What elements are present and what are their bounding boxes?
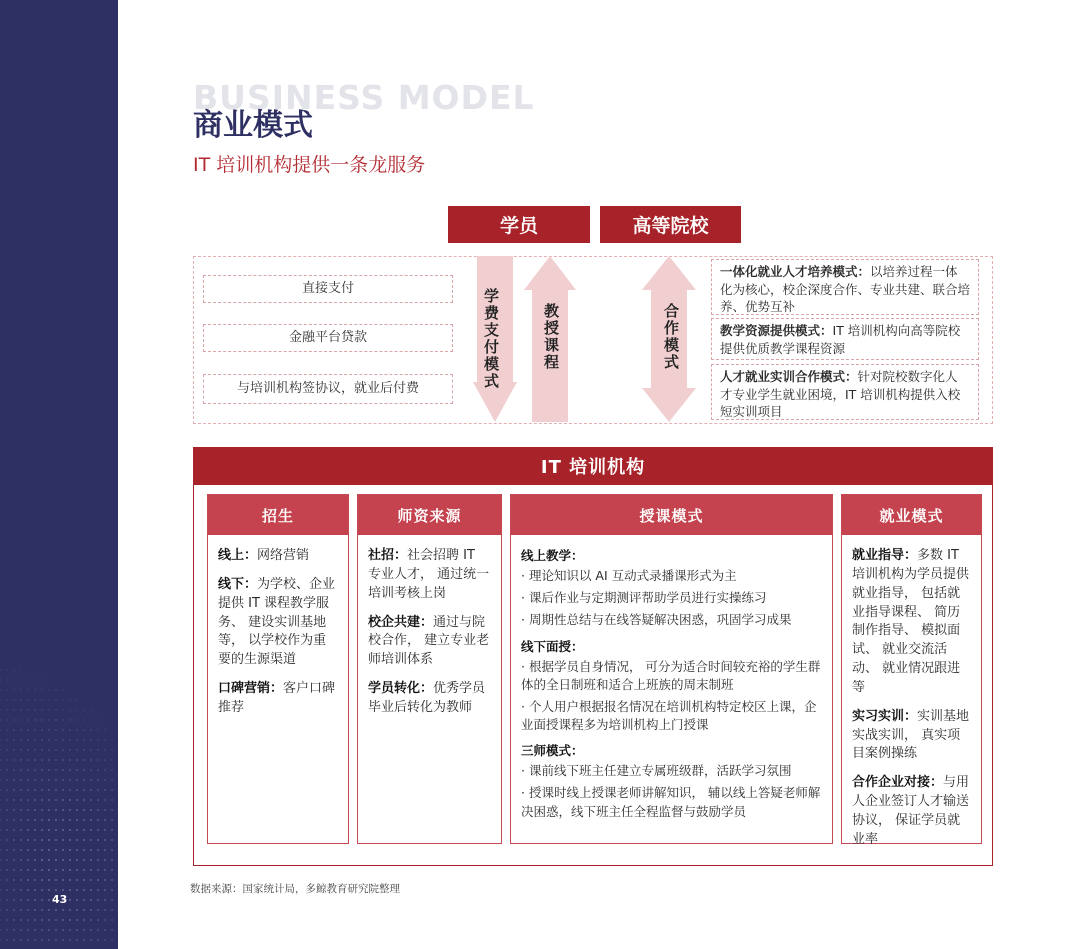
page-title: 商业模式 xyxy=(193,108,313,143)
teacher-source-item: 学员转化：优秀学员毕业后转化为教师 xyxy=(368,681,486,715)
mode-text: 以培养过程一体化为核心，校企深度合作、专业共建、联合培养、优势互补 xyxy=(720,264,971,314)
mode-text: 针对院校数字化人才专业学生就业困境，IT 培训机构提供入校短实训项目 xyxy=(720,369,961,419)
teaching-group-online: 线上教学： · 理论知识以 AI 互动式录播课形式为主 · 课后作业与定期测评帮助学员进行实操练习 · 周期性总结与在线答疑解决困惑，巩固学习成果 xyxy=(521,548,792,628)
page-number: 43 xyxy=(52,893,68,906)
employment-item: 合作企业对接：与用人企业签订人才输送协议， 保证学员就业率 xyxy=(852,775,970,847)
column-header: 招生 xyxy=(208,495,348,535)
employment-item: 就业指导：多数 IT 培训机构为学员提供就业指导， 包括就业指导课程、 简历制作指导、 模拟面试、 就业交流活动、 就业情况跟进等 xyxy=(852,548,970,695)
column-teacher-sources xyxy=(357,494,502,844)
cooperation-arrow-label: 合作模式 xyxy=(662,303,680,371)
side-band xyxy=(0,0,118,949)
teacher-source-item: 社招：社会招聘 IT 专业人才， 通过统一培训考核上岗 xyxy=(368,548,490,601)
column-employment-modes xyxy=(841,494,982,847)
data-source-note: 数据来源：国家统计局，多鲸教育研究院整理 xyxy=(190,883,400,895)
mode-title: 教学资源提供模式： xyxy=(720,323,833,338)
payment-option-direct: 直接支付 xyxy=(203,275,453,303)
teaching-group-offline: 线下面授： · 根据学员自身情况， 可分为适合时间较充裕的学生群体的全日制班和适合上班族的周末制班 · 个人用户根据报名情况在培训机构特定校区上课，企业面授课程多为培训机构上门授课 xyxy=(521,638,821,732)
teaching-group-three-teacher: 三师模式： · 课前线下班主任建立专属班级群，活跃学习氛围 · 授课时线上授课老师讲解知识， 辅以线上答疑老师解决困惑，线下班主任全程监督与鼓励学员 xyxy=(521,743,821,819)
column-recruitment xyxy=(207,494,349,844)
page-subtitle: IT 培训机构提供一条龙服务 xyxy=(193,154,426,176)
payment-arrow-label: 学费支付模式 xyxy=(482,288,500,390)
teacher-source-item: 校企共建：通过与院校合作， 建立专业老师培训体系 xyxy=(368,614,490,668)
column-header: 授课模式 xyxy=(511,495,832,535)
institution-header: IT 培训机构 xyxy=(193,447,993,485)
payment-option-deferred: 与培训机构签协议，就业后付费 xyxy=(203,374,453,404)
teaching-arrow-label: 教授课程 xyxy=(542,303,560,371)
column-header: 师资来源 xyxy=(358,495,501,535)
payment-option-loan: 金融平台贷款 xyxy=(203,324,453,352)
cooperation-mode-resources xyxy=(711,318,979,360)
mode-title: 人才就业实训合作模式： xyxy=(720,369,858,384)
recruit-item: 线下：为学校、企业提供 IT 课程教学服务、 建设实训基地等， 以学校作为重要的生源渠道 xyxy=(218,576,336,668)
students-box: 学员 xyxy=(448,206,590,243)
mode-text: IT 培训机构向高等院校提供优质教学课程资源 xyxy=(720,323,961,356)
column-teaching-modes xyxy=(510,494,833,844)
background-title: BUSINESS MODEL xyxy=(193,78,535,117)
employment-item: 实习实训：实训基地实战实训， 真实项目案例操练 xyxy=(852,708,970,762)
cooperation-mode-internship xyxy=(711,364,979,420)
recruit-item: 线上：网络营销 xyxy=(218,548,310,563)
dotted-globe-decoration xyxy=(0,0,118,949)
cooperation-mode-integrated xyxy=(711,259,979,315)
column-header: 就业模式 xyxy=(842,495,981,535)
mode-title: 一体化就业人才培养模式： xyxy=(720,264,871,279)
recruit-item: 口碑营销：客户口碑推荐 xyxy=(218,681,336,715)
universities-box: 高等院校 xyxy=(600,206,741,243)
